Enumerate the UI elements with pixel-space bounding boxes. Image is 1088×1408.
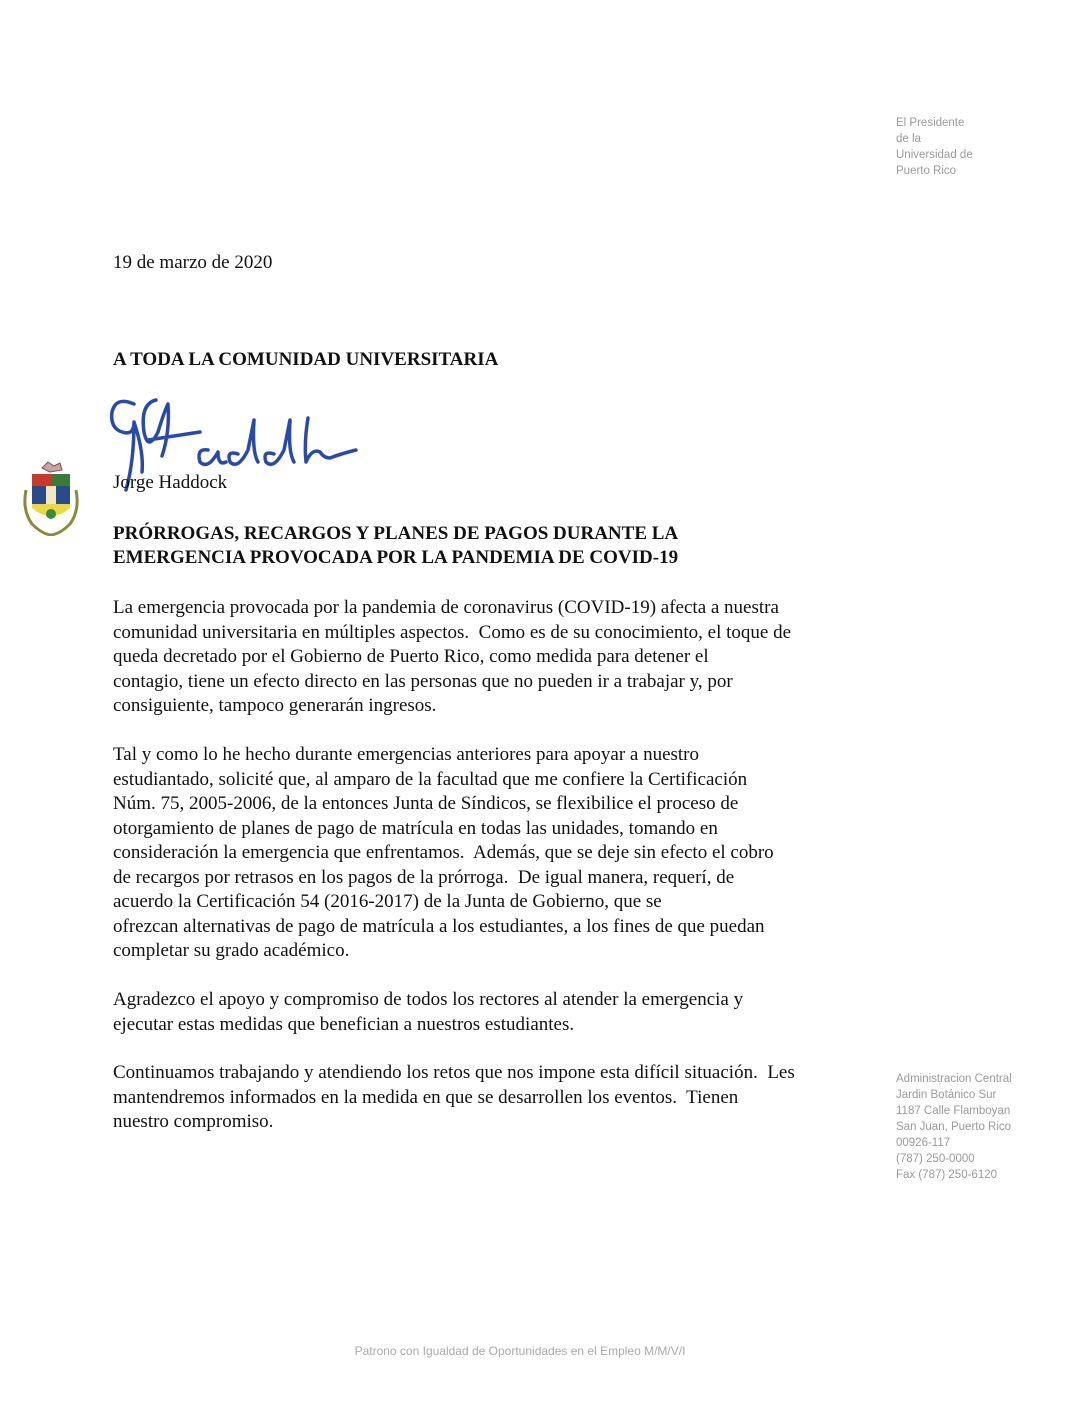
text-line: comunidad universitaria en múltiples aspectos. Como es de su conocimiento, el toque de	[113, 621, 792, 643]
text-line: Continuamos trabajando y atendiendo los retos que nos impone esta difícil situación. Les	[113, 1062, 795, 1083]
text-line: Núm. 75, 2005-2006, de la entonces Junta de Síndicos, se flexibilice el proceso de	[113, 793, 739, 814]
salutation: A TODA LA COMUNIDAD UNIVERSITARIA	[113, 349, 499, 370]
address-line: Fax (787) 250-6120	[896, 1169, 998, 1181]
text-line: ofrezcan alternativas de pago de matrícula a los estudiantes, a los fines de que puedan	[113, 915, 765, 937]
office-line: Universidad de	[896, 149, 973, 161]
text-line: nuestro compromiso.	[113, 1111, 274, 1132]
office-line: El Presidente	[896, 117, 965, 129]
text-line: consiguiente, tampoco generarán ingresos.	[113, 695, 437, 716]
address-line: (787) 250-0000	[896, 1153, 975, 1165]
text-line: ejecutar estas medidas que benefician a nuestros estudiantes.	[113, 1013, 575, 1035]
office-line: Puerto Rico	[896, 165, 957, 177]
text-line: Tal y como lo he hecho durante emergencias anteriores para apoyar a nuestro	[113, 744, 700, 765]
subject-line: EMERGENCIA PROVOCADA POR LA PANDEMIA DE COVID-19	[113, 547, 679, 568]
paragraph-2	[113, 743, 893, 964]
text-line: otorgamiento de planes de pago de matrícula en todas las unidades, tomando en	[113, 817, 718, 839]
paragraph-4	[113, 1061, 893, 1135]
text-line: La emergencia provocada por la pandemia de coronavirus (COVID-19) afecta a nuestra	[113, 597, 779, 618]
university-seal-icon	[20, 460, 82, 536]
address-line: 1187 Calle Flamboyan	[896, 1105, 1011, 1117]
paragraph-1	[113, 596, 893, 719]
president-office-header	[896, 115, 1006, 179]
text-line: completar su grado académico.	[113, 940, 350, 961]
equal-opportunity-footer: Patrono con Igualdad de Oportunidades en el Empleo M/M/V/I	[354, 1344, 686, 1358]
address-line: San Juan, Puerto Rico	[896, 1121, 1012, 1133]
text-line: consideración la emergencia que enfrentamos. Además, que se deje sin efecto el cobro	[113, 842, 774, 863]
subject-line: PRÓRROGAS, RECARGOS Y PLANES DE PAGOS DURANTE LA	[113, 523, 679, 544]
signer-name: Jorge Haddock	[113, 472, 228, 493]
subject-heading	[113, 522, 678, 570]
text-line: de recargos por retrasos en los pagos de la prórroga. De igual manera, requerí, de	[113, 866, 735, 888]
address-line: Jardin Botánico Sur	[896, 1089, 997, 1101]
text-line: estudiantado, solicité que, al amparo de la facultad que me confiere la Certificación	[113, 768, 748, 790]
text-line: mantendremos informados en la medida en que se desarrollen los eventos. Tienen	[113, 1086, 739, 1108]
text-line: contagio, tiene un efecto directo en las personas que no pueden ir a trabajar y, por	[113, 670, 733, 692]
address-line: Administracion Central	[896, 1073, 1012, 1085]
paragraph-3	[113, 988, 893, 1037]
address-line: 00926-117	[896, 1137, 951, 1149]
letter-date: 19 de marzo de 2020	[113, 252, 273, 273]
text-line: acuerdo la Certificación 54 (2016-2017) de la Junta de Gobierno, que se	[113, 891, 662, 912]
text-line: queda decretado por el Gobierno de Puerto Rico, como medida para detener el	[113, 646, 709, 667]
central-administration-address	[896, 1071, 1026, 1183]
office-line: de la	[896, 133, 921, 145]
text-line: Agradezco el apoyo y compromiso de todos los rectores al atender la emergencia y	[113, 989, 744, 1010]
